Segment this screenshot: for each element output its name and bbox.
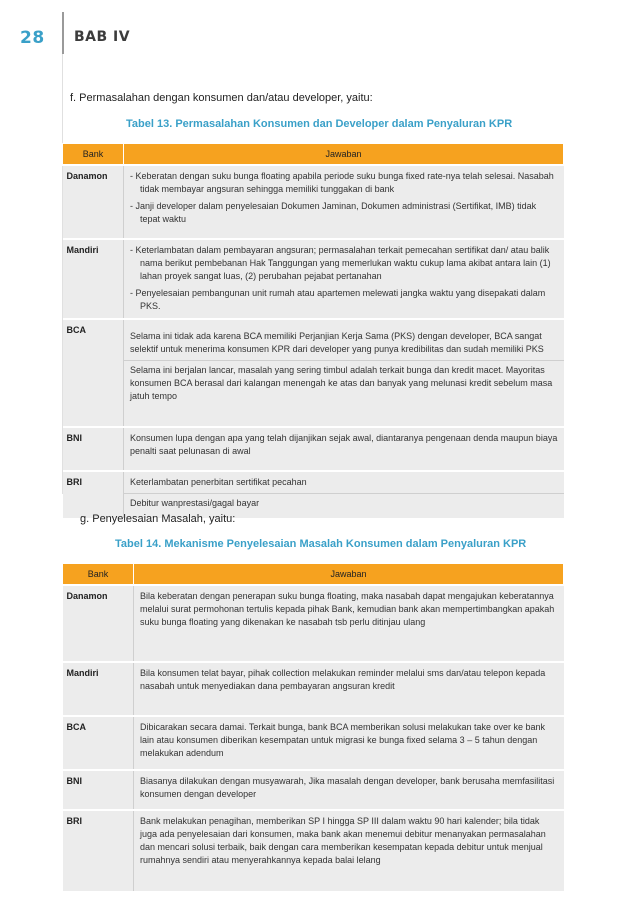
answer-paragraph: Bila keberatan dengan penerapan suku bunga floating, maka nasabah dapat mengajukan keberatannya melalui surat permohonan tertulis kepada pihak Bank, kemudian bank akan mempertimbangkan apakah suku bunga floating yang dikenakan ke nasabah tsb perlu ditinjau ulang: [140, 591, 555, 627]
table-row: [63, 716, 564, 770]
answer-cell: [134, 585, 564, 662]
answer-cell: [124, 319, 564, 427]
answer-cell: [124, 165, 564, 239]
table-row: [63, 770, 564, 810]
header-divider: [62, 12, 64, 54]
answer-paragraph: Biasanya dilakukan dengan musyawarah, Jika masalah dengan developer, bank berusaha memfasilitasi konsumen dengan developer: [140, 776, 555, 799]
answer-cell: [134, 716, 564, 770]
answer-cell: [134, 810, 564, 892]
column-header-bank: Bank: [63, 564, 134, 586]
table-header-row: [63, 564, 564, 586]
bank-name-cell: BCA: [63, 319, 124, 427]
answer-paragraph: Selama ini tidak ada karena BCA memiliki Perjanjian Kerja Sama (PKS) dengan developer, BCA sangat selektif untuk menerima konsumen KPR dari developer yang punya kredibilitas dan sudah memiliki PKS: [130, 331, 544, 354]
answer-paragraph: Dibicarakan secara damai. Terkait bunga, bank BCA memberikan solusi melakukan take over ke bank lain atau konsumen diberikan kesempatan untuk migrasi ke bunga fixed selama 3 – 5 tahun dengan melakukan adendum: [140, 722, 546, 758]
chapter-title: BAB IV: [74, 29, 131, 45]
bank-name-cell: BCA: [63, 716, 134, 770]
table-row: [63, 471, 564, 519]
table-row: [63, 165, 564, 239]
table-row: [63, 239, 564, 319]
cell-divider: [124, 493, 564, 494]
column-header-bank: Bank: [63, 144, 124, 166]
table-row: [63, 810, 564, 892]
section-g-heading: g. Penyelesaian Masalah, yaitu:: [80, 513, 236, 525]
answer-paragraph: Konsumen lupa dengan apa yang telah dijanjikan sejak awal, diantaranya pengenaan denda maupun biaya penalti saat pelunasan di awal: [130, 433, 558, 456]
page-number: 28: [20, 28, 45, 48]
answer-cell: [124, 427, 564, 471]
bank-name-cell: BRI: [63, 471, 124, 519]
table-14: [62, 563, 564, 893]
answer-paragraph: - Keterlambatan dalam pembayaran angsuran; permasalahan terkait pemecahan sertifikat dan/ atau balik nama berikut pembebanan Hak Tanggungan yang memerlukan waktu cukup lama akibat antara lain (1) lahan proyek sangat luas, (2) perubahan pejabat pertanahan: [130, 245, 551, 281]
table-13: [62, 143, 564, 520]
bank-name-cell: BNI: [63, 770, 134, 810]
answer-cell: [134, 770, 564, 810]
bank-name-cell: Mandiri: [63, 239, 124, 319]
answer-cell: [124, 471, 564, 519]
answer-cell: [124, 239, 564, 319]
column-header-jawaban: Jawaban: [124, 144, 564, 166]
table-row: [63, 319, 564, 427]
bank-name-cell: Danamon: [63, 585, 134, 662]
table-row: [63, 662, 564, 716]
answer-paragraph: - Keberatan dengan suku bunga floating apabila periode suku bunga fixed rate-nya telah selesai. Nasabah tidak membayar angsuran sehingga memiliki tunggakan di bank: [130, 171, 554, 194]
bank-name-cell: BRI: [63, 810, 134, 892]
table-row: [63, 585, 564, 662]
answer-paragraph: Keterlambatan penerbitan sertifikat pecahan: [130, 477, 307, 487]
bank-name-cell: Mandiri: [63, 662, 134, 716]
answer-paragraph: Bila konsumen telat bayar, pihak collection melakukan reminder melalui sms dan/atau telepon kepada nasabah untuk menyediakan dana pembayaran angsuran kredit: [140, 668, 546, 691]
cell-divider: [124, 360, 564, 361]
bank-name-cell: Danamon: [63, 165, 124, 239]
answer-paragraph: - Penyelesaian pembangunan unit rumah atau apartemen melewati jangka waktu yang disepakati dalam PKS.: [130, 288, 546, 311]
table-header-row: [63, 144, 564, 166]
section-f-heading: f. Permasalahan dengan konsumen dan/atau developer, yaitu:: [70, 92, 373, 104]
answer-paragraph: - Janji developer dalam penyelesaian Dokumen Jaminan, Dokumen administrasi (Sertifikat, IMB) tidak tepat waktu: [130, 201, 537, 224]
table-row: [63, 427, 564, 471]
table-14-caption: Tabel 14. Mekanisme Penyelesaian Masalah Konsumen dalam Penyaluran KPR: [115, 538, 527, 550]
answer-paragraph: Debitur wanprestasi/gagal bayar: [130, 498, 260, 508]
answer-paragraph: Bank melakukan penagihan, memberikan SP I hingga SP III dalam waktu 90 hari kalender; bila tidak juga ada penyelesaian dari konsumen, maka bank akan menemui debitur menanyakan permasalahan dan mencari solusi terbaik, baik dengan cara memberikan kesempatan kepada debitur untuk menjual rumahnya sendiri atau menyerahkannya kepada balai lelang: [140, 816, 546, 865]
answer-paragraph: Selama ini berjalan lancar, masalah yang sering timbul adalah terkait bunga dan kredit macet. Mayoritas konsumen BCA berasal dari kalangan menengah ke atas dan banyak yang melunasi kredit sebelum masa jatuh tempo: [130, 365, 553, 401]
table-13-caption: Tabel 13. Permasalahan Konsumen dan Developer dalam Penyaluran KPR: [126, 118, 513, 130]
column-header-jawaban: Jawaban: [134, 564, 564, 586]
answer-cell: [134, 662, 564, 716]
bank-name-cell: BNI: [63, 427, 124, 471]
